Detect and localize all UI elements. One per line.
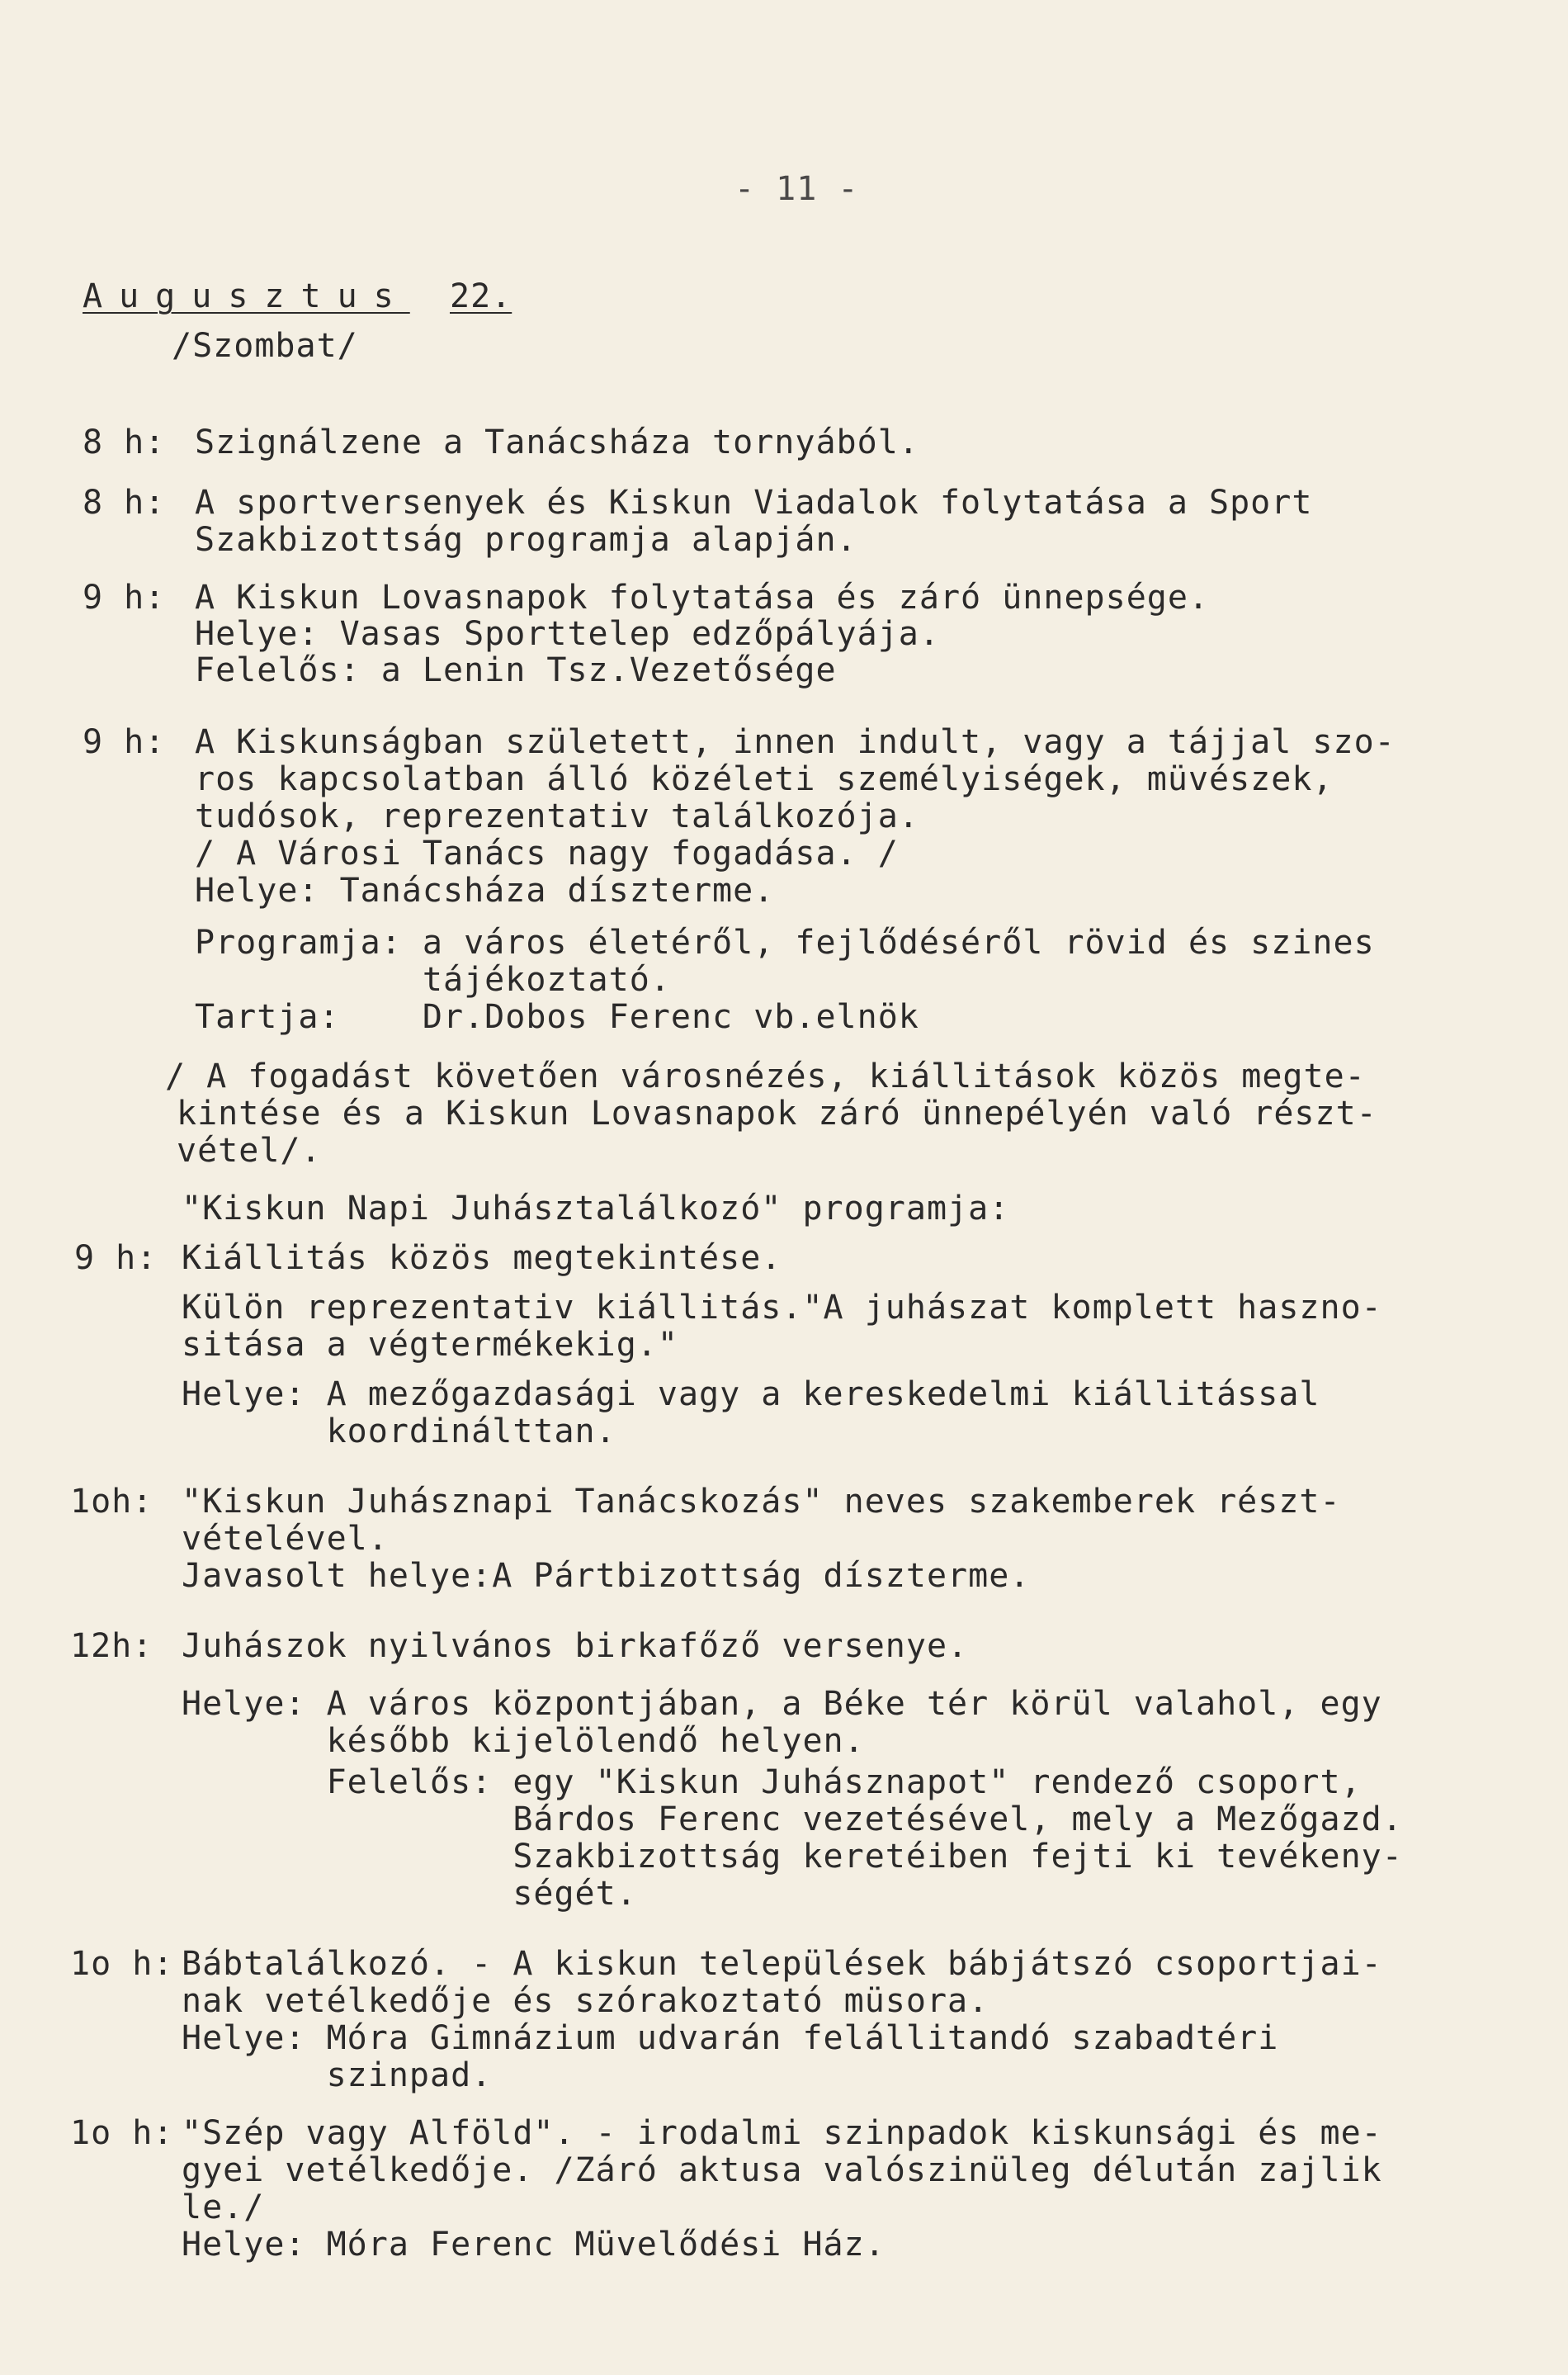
- entry-line: Juhászok nyilvános birkafőző versenye.: [182, 1627, 969, 1665]
- month-heading: Augusztus: [83, 277, 410, 315]
- entry-line: A Kiskun Lovasnapok folytatása és záró ünnepsége.: [195, 579, 1210, 617]
- entry-line: gyei vetélkedője. /Záró aktusa valószinüleg délután zajlik: [182, 2151, 1382, 2189]
- entry-time: 1oh:: [70, 1483, 153, 1521]
- entry-line: Szakbizottság programja alapján.: [195, 521, 857, 559]
- entry-line: sitása a végtermékekig.": [182, 1326, 678, 1364]
- entry-line: Bárdos Ferenc vezetésével, mely a Mezőgazd.: [182, 1800, 1403, 1838]
- entry-line: "Szép vagy Alföld". - irodalmi szinpadok kiskunsági és me-: [182, 2114, 1382, 2152]
- entry-line: Helye: A város központjában, a Béke tér körül valahol, egy: [182, 1685, 1382, 1723]
- entry-line: tudósok, reprezentativ találkozója.: [195, 797, 919, 835]
- entry-time: 9 h:: [83, 723, 166, 761]
- entry-line: Szignálzene a Tanácsháza tornyából.: [195, 423, 919, 461]
- entry-line: Helye: A mezőgazdasági vagy a kereskedelmi kiállitással: [182, 1375, 1320, 1413]
- entry-line: Javasolt helye:A Pártbizottság díszterme.: [182, 1557, 1031, 1595]
- entry-line: / A Városi Tanács nagy fogadása. /: [195, 835, 899, 873]
- entry-time: 1o h:: [70, 1945, 174, 1983]
- entry-line: Felelős: a Lenin Tsz.Vezetősége: [195, 651, 837, 689]
- entry-line: koordinálttan.: [182, 1412, 616, 1450]
- entry-time: 1o h:: [70, 2114, 174, 2152]
- entry-line: Helye: Tanácsháza díszterme.: [195, 872, 775, 910]
- entry-line: le./: [182, 2188, 265, 2226]
- entry-line: Külön reprezentativ kiállitás."A juhászat komplett haszno-: [182, 1289, 1382, 1327]
- entry-line: Bábtalálkozó. - A kiskun települések bábjátszó csoportjai-: [182, 1945, 1382, 1983]
- entry-line: A sportversenyek és Kiskun Viadalok folytatása a Sport: [195, 484, 1313, 522]
- entry-line: / A fogadást követően városnézés, kiállitások közös megte-: [165, 1057, 1366, 1095]
- entry-line: Felelős: egy "Kiskun Juhásznapot" rendező csoport,: [182, 1763, 1362, 1801]
- entry-line: Kiállitás közös megtekintése.: [182, 1239, 782, 1277]
- entry-line: ségét.: [182, 1875, 637, 1913]
- entry-time: 8 h:: [83, 423, 166, 461]
- entry-line: "Kiskun Juhásznapi Tanácskozás" neves szakemberek részt-: [182, 1483, 1341, 1521]
- entry-line: tájékoztató.: [195, 961, 671, 999]
- entry-line: vétel/.: [177, 1132, 322, 1170]
- entry-line: A Kiskunságban született, innen indult, vagy a tájjal szo-: [195, 723, 1396, 761]
- day-heading: 22.: [450, 277, 512, 315]
- entry-line: Helye: Vasas Sporttelep edzőpályája.: [195, 615, 940, 653]
- entry-line: kintése és a Kiskun Lovasnapok záró ünnepélyén való részt-: [177, 1095, 1377, 1133]
- entry-line: később kijelölendő helyen.: [182, 1722, 865, 1760]
- entry-line: "Kiskun Napi Juhásztalálkozó" programja:: [182, 1190, 1010, 1228]
- entry-time: 9 h:: [74, 1239, 158, 1277]
- entry-line: nak vetélkedője és szórakoztató müsora.: [182, 1982, 989, 2020]
- entry-line: Szakbizottság keretéiben fejti ki tevékeny-: [182, 1838, 1403, 1876]
- entry-line: vételével.: [182, 1520, 389, 1558]
- entry-line: ros kapcsolatban álló közéleti személyiségek, müvészek,: [195, 760, 1334, 798]
- entry-time: 9 h:: [83, 579, 166, 617]
- weekday-label: /Szombat/: [172, 327, 358, 365]
- entry-line: Tartja: Dr.Dobos Ferenc vb.elnök: [195, 998, 919, 1036]
- entry-line: Programja: a város életéről, fejlődéséről rövid és szines: [195, 924, 1375, 962]
- entry-time: 8 h:: [83, 484, 166, 522]
- page-number: - 11 -: [734, 170, 859, 208]
- entry-line: szinpad.: [182, 2056, 493, 2094]
- entry-line: Helye: Móra Ferenc Müvelődési Ház.: [182, 2226, 886, 2264]
- entry-time: 12h:: [70, 1627, 153, 1665]
- entry-line: Helye: Móra Gimnázium udvarán felállitandó szabadtéri: [182, 2019, 1279, 2057]
